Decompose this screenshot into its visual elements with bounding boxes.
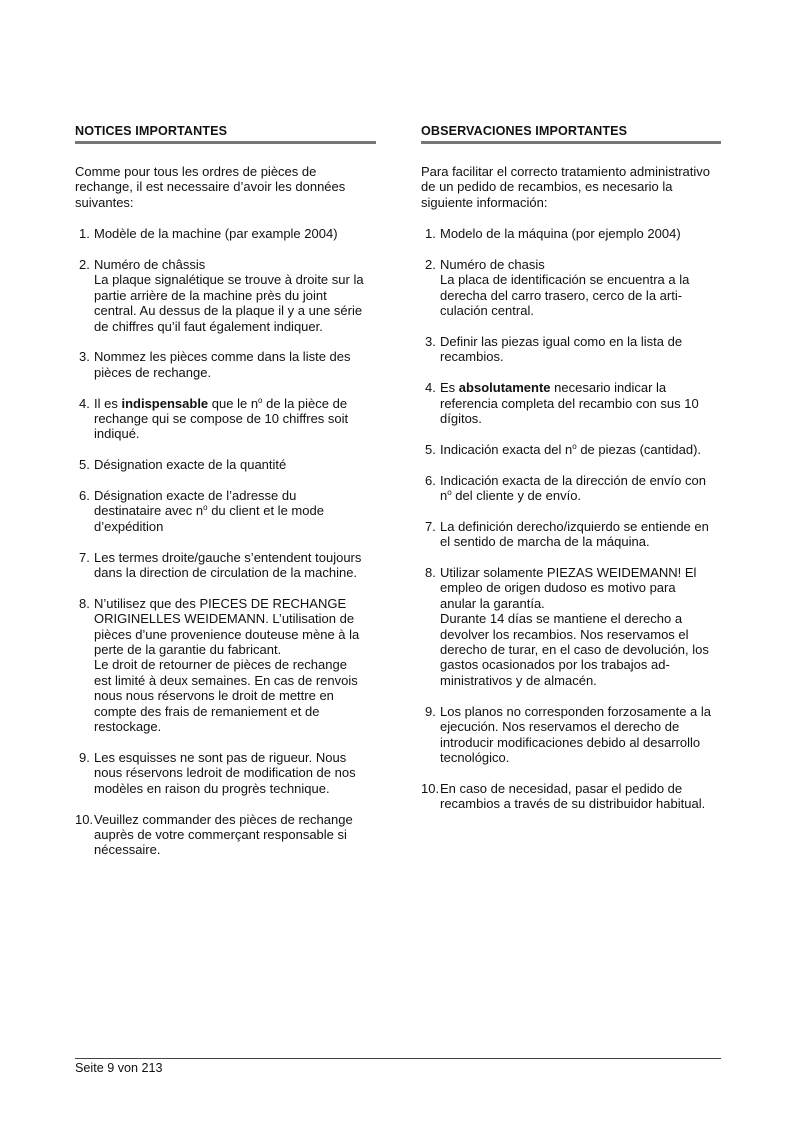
item-line: Désignation exacte de la quantité	[94, 457, 287, 473]
item-line: Indicación exacta de la dirección de envío con	[440, 472, 706, 488]
list-item	[421, 473, 721, 504]
list-item	[421, 226, 721, 241]
item-line: recambios.	[440, 349, 504, 365]
item-number: 7.	[79, 549, 90, 565]
item-line: nous réservons ledroit de modification de nos	[94, 765, 356, 781]
item-line: modèles en raison du progrès technique.	[94, 780, 330, 796]
french-list	[75, 226, 376, 858]
item-line: recambios a través de su distribuidor habitual.	[440, 796, 706, 812]
intro-line: siguiente información:	[421, 194, 548, 210]
item-line: gastos ocasionados por los trabajos ad-	[440, 657, 670, 673]
item-line: La placa de identificación se encuentra a la	[440, 272, 690, 288]
item-line: empleo de origen dudoso es motivo para	[440, 580, 676, 596]
item-line: La plaque signalétique se trouve à droite sur la	[94, 272, 364, 288]
list-item	[75, 488, 376, 534]
item-line: referencia completa del recambio con sus 10	[440, 395, 699, 411]
item-number: 6.	[425, 472, 436, 488]
item-line: Utilizar solamente PIEZAS WEIDEMANN! El	[440, 565, 697, 581]
item-line: derecha del carro trasero, cerco de la arti-	[440, 287, 683, 303]
item-number: 1.	[79, 226, 90, 242]
item-line: anular la garantía.	[440, 595, 545, 611]
list-item	[75, 226, 376, 241]
item-line: nous nous réservons le droit de mettre en	[94, 688, 334, 704]
item-line: La definición derecho/izquierdo se entiende en	[440, 518, 709, 534]
item-line: Durante 14 días se mantiene el derecho a	[440, 611, 683, 627]
list-item	[421, 257, 721, 319]
footer-divider	[75, 1058, 721, 1059]
item-number: 7.	[425, 518, 436, 534]
spanish-heading: OBSERVACIONES IMPORTANTES	[421, 124, 721, 144]
spanish-column	[421, 124, 721, 827]
item-line: culación central.	[440, 303, 534, 319]
item-line: auprès de votre commerçant responsable si	[94, 826, 347, 842]
list-item	[75, 396, 376, 442]
item-line: nécessaire.	[94, 842, 161, 858]
list-item	[421, 565, 721, 688]
item-line: tecnológico.	[440, 749, 510, 765]
intro-line: rechange, il est necessaire d’avoir les données	[75, 179, 346, 195]
item-line: el sentido de marcha de la máquina.	[440, 534, 650, 550]
item-line: dans la direction de circulation de la machine.	[94, 565, 358, 581]
item-text: destinataire avec n	[94, 503, 204, 519]
item-number: 6.	[79, 488, 90, 504]
list-item	[75, 349, 376, 380]
item-number: 9.	[79, 749, 90, 765]
item-number: 5.	[425, 441, 436, 457]
list-item	[75, 812, 376, 858]
item-number: 2.	[79, 257, 90, 273]
item-line: ejecución. Nos reservamos el derecho de	[440, 719, 680, 735]
item-line	[440, 442, 721, 457]
intro-line: de un pedido de recambios, es necesario la	[421, 179, 673, 195]
item-line: Veuillez commander des pièces de rechange	[94, 811, 353, 827]
emphasis-text: indispensable	[121, 395, 209, 411]
item-line	[440, 380, 721, 395]
item-line	[94, 396, 376, 411]
item-number: 1.	[425, 226, 436, 242]
item-number: 3.	[425, 334, 436, 350]
spanish-list	[421, 226, 721, 811]
item-text: del cliente y de envío.	[451, 488, 582, 504]
list-item	[75, 596, 376, 735]
french-heading: NOTICES IMPORTANTES	[75, 124, 376, 144]
item-line: de chiffres qu’il faut également indiquer.	[94, 318, 323, 334]
item-line: d’expédition	[94, 518, 164, 534]
item-line: Le droit de retourner de pièces de rechange	[94, 657, 347, 673]
item-line: rechange qui se compose de 10 chiffres soit	[94, 411, 349, 427]
item-line: Los planos no corresponden forzosamente a la	[440, 703, 712, 719]
superscript: o	[203, 503, 208, 513]
list-item	[75, 457, 376, 472]
item-text: que le n	[208, 395, 259, 411]
item-number: 10.	[75, 811, 94, 827]
spanish-intro	[421, 164, 721, 210]
french-column	[75, 124, 376, 873]
page-number: Seite 9 von 213	[75, 1061, 163, 1075]
item-number: 8.	[425, 565, 436, 581]
item-number: 4.	[79, 395, 90, 411]
item-line: indiqué.	[94, 426, 140, 442]
item-line: central. Au dessus de la plaque il y a une série	[94, 303, 363, 319]
item-line: ministrativos y de almacén.	[440, 672, 597, 688]
intro-line: suivantes:	[75, 194, 134, 210]
item-line: pièces de rechange.	[94, 364, 212, 380]
list-item	[421, 519, 721, 550]
item-text: n	[440, 488, 448, 504]
french-intro	[75, 164, 376, 210]
item-number: 8.	[79, 595, 90, 611]
item-line: En caso de necesidad, pasar el pedido de	[440, 780, 683, 796]
item-line: Numéro de chasis	[440, 257, 545, 273]
item-line: N’utilisez que des PIECES DE RECHANGE	[94, 595, 347, 611]
item-text: de piezas (cantidad).	[576, 441, 702, 457]
item-text: du client et le mode	[207, 503, 324, 519]
item-line: pièces d’une provenience douteuse mène à la	[94, 626, 360, 642]
item-line: Désignation exacte de l’adresse du	[94, 488, 297, 504]
item-line: devolver los recambios. Nos reservamos el	[440, 626, 689, 642]
item-number: 4.	[425, 380, 436, 396]
item-line: introducir modificaciones debido al desarrollo	[440, 734, 701, 750]
item-line: Definir las piezas igual como en la lista de	[440, 334, 683, 350]
list-item	[421, 704, 721, 766]
item-line: derecho de turar, en el caso de devolución, los	[440, 642, 709, 658]
item-number: 2.	[425, 257, 436, 273]
item-line: Numéro de châssis	[94, 257, 206, 273]
item-line: ORIGINELLES WEIDEMANN. L’utilisation de	[94, 611, 355, 627]
superscript: o	[258, 395, 263, 405]
list-item	[75, 257, 376, 334]
superscript: o	[447, 488, 452, 498]
item-text: de la pièce de	[262, 395, 348, 411]
item-number: 3.	[79, 349, 90, 365]
list-item	[421, 442, 721, 457]
item-text: Il es	[94, 395, 122, 411]
list-item	[75, 750, 376, 796]
intro-line: Comme pour tous les ordres de pièces de	[75, 164, 317, 179]
intro-line: Para facilitar el correcto tratamiento administrativo	[421, 164, 711, 179]
item-line: Nommez les pièces comme dans la liste des	[94, 349, 351, 365]
item-line: Modelo de la máquina (por ejemplo 2004)	[440, 226, 681, 242]
item-line: partie arrière de la machine près du joint	[94, 287, 327, 303]
item-line: perte de la garantie du fabricant.	[94, 642, 282, 658]
list-item	[421, 380, 721, 426]
item-text: Indicación exacta del n	[440, 441, 573, 457]
item-line: restockage.	[94, 719, 162, 735]
item-text: necesario indicar la	[550, 380, 667, 396]
item-line: Les esquisses ne sont pas de rigueur. Nous	[94, 749, 347, 765]
item-number: 9.	[425, 703, 436, 719]
item-line: Les termes droite/gauche s’entendent toujours	[94, 549, 362, 565]
item-line: compte des frais de remaniement et de	[94, 703, 320, 719]
item-number: 10.	[421, 780, 440, 796]
emphasis-text: absolutamente	[458, 380, 551, 396]
item-number: 5.	[79, 457, 90, 473]
item-line: dígitos.	[440, 411, 482, 427]
item-line	[440, 488, 721, 503]
list-item	[75, 550, 376, 581]
superscript: o	[572, 441, 577, 451]
item-line: est limité à deux semaines. En cas de renvois	[94, 672, 358, 688]
list-item	[421, 781, 721, 812]
item-text: Es	[440, 380, 459, 396]
list-item	[421, 334, 721, 365]
item-line: Modèle de la machine (par example 2004)	[94, 226, 338, 242]
item-line	[94, 503, 376, 518]
